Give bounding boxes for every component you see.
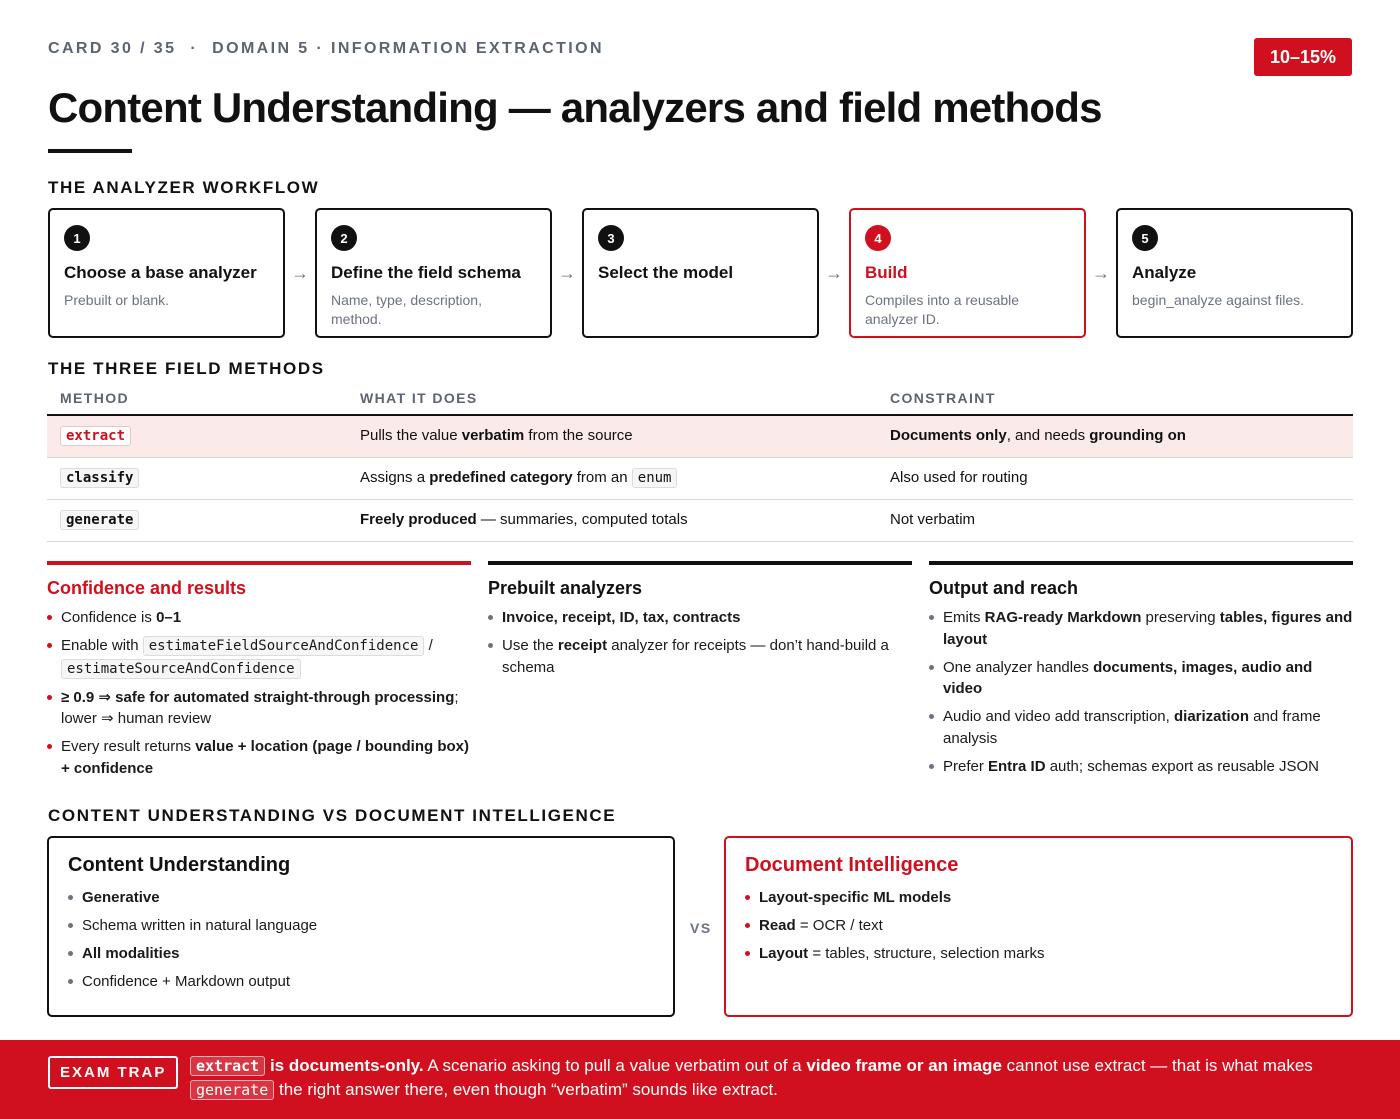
list-item: Confidence + Markdown output (68, 971, 654, 993)
field-methods-heading: THE THREE FIELD METHODS (48, 359, 325, 378)
list-item (68, 887, 654, 909)
box-title: Document Intelligence (745, 854, 959, 876)
exam-trap-label: EXAM TRAP (48, 1056, 178, 1089)
list-item (488, 635, 912, 678)
table-row-extract (47, 416, 1353, 458)
code-chip: generate (190, 1080, 274, 1100)
text: Audio and video add transcription, (943, 708, 1174, 725)
workflow-step-2 (315, 208, 552, 338)
emphasis: Layout-specific ML models (759, 889, 952, 906)
does-cell (360, 427, 633, 444)
card-breadcrumb (48, 40, 604, 58)
emphasis: Entra ID (988, 757, 1046, 775)
step-number: 5 (1132, 225, 1158, 251)
emphasis: receipt (557, 637, 608, 654)
enum-code: enum (632, 468, 678, 488)
table-header (47, 388, 1353, 416)
text: preserving (1141, 609, 1220, 626)
bullet-list (929, 607, 1353, 777)
list-item (47, 736, 471, 779)
arrow-icon: → (558, 263, 576, 283)
panel-title: Prebuilt analyzers (488, 578, 643, 598)
panel-rule (929, 561, 1353, 565)
list-item (929, 657, 1353, 700)
table-row-generate (47, 500, 1353, 542)
method-code: generate (60, 510, 139, 530)
text: cannot use extract — that is what makes (1001, 1056, 1313, 1075)
list-item (745, 943, 1332, 965)
bullet-list (745, 887, 1332, 965)
text: Emits (943, 609, 985, 626)
code-chip: estimateSourceAndConfidence (61, 659, 301, 679)
text: / (424, 637, 433, 654)
column-header-what-it-does: WHAT IT DOES (360, 390, 478, 406)
step-number: 1 (64, 225, 90, 251)
constraint-cell: Also used for routing (890, 469, 1028, 486)
column-header-constraint: CONSTRAINT (890, 390, 996, 406)
card-counter: CARD 30 / 35 (48, 40, 177, 57)
comparison-heading: CONTENT UNDERSTANDING VS DOCUMENT INTELLIGENCE (48, 806, 617, 825)
emphasis: RAG-ready Markdown (984, 609, 1142, 626)
text: Use the (502, 637, 558, 654)
weight-badge: 10–15% (1254, 38, 1352, 76)
page-title: Content Understanding — analyzers and field methods (48, 84, 1102, 131)
confidence-panel (47, 561, 471, 786)
emphasis: 0–1 (156, 609, 182, 626)
step-title: Define the field schema (331, 263, 521, 282)
method-cell (60, 469, 139, 486)
constraint-cell: Not verbatim (890, 511, 976, 528)
arrow-icon: → (1092, 263, 1110, 283)
text: ; lower ⇒ human review (61, 688, 459, 727)
breadcrumb-separator: · (190, 40, 199, 57)
list-item (929, 607, 1353, 650)
list-item (929, 756, 1353, 778)
code-chip: estimateFieldSourceAndConfidence (143, 636, 425, 656)
method-cell (60, 427, 131, 444)
list-item (68, 943, 654, 965)
emphasis: Read (759, 917, 796, 934)
emphasis: value + location (page / bounding box) + confidence (61, 738, 469, 777)
list-item: Schema written in natural language (68, 915, 654, 937)
vs-label: VS (690, 920, 712, 936)
text: = OCR / text (795, 917, 883, 934)
list-item (47, 607, 471, 629)
bullet-list (47, 607, 471, 779)
text: the right answer there, even though “verbatim” sounds like extract. (274, 1080, 778, 1099)
panel-title: Output and reach (929, 578, 1079, 598)
step-title: Analyze (1132, 263, 1197, 282)
emphasis: ≥ 0.9 ⇒ safe for automated straight-through processing (61, 688, 455, 706)
step-description: begin_analyze against files. (1132, 292, 1305, 308)
method-cell (60, 511, 139, 528)
emphasis: Invoice, receipt, ID, tax, contracts (502, 609, 741, 626)
list-item (488, 607, 912, 629)
step-title: Choose a base analyzer (64, 263, 257, 282)
step-number: 2 (331, 225, 357, 251)
bullet-list (488, 607, 912, 678)
text: from the source (524, 427, 633, 444)
does-cell (360, 511, 688, 528)
text: A scenario asking to pull a value verbatim out of a (423, 1056, 807, 1075)
emphasis: Documents only (890, 427, 1007, 444)
text: analyzer for receipts — don’t hand-build a schema (502, 637, 889, 676)
text: One analyzer handles (943, 658, 1094, 676)
text: Every result returns (61, 738, 196, 755)
step-description: Name, type, description, method. (331, 292, 482, 327)
list-item (47, 635, 471, 680)
list-item (745, 915, 1332, 937)
exam-trap-banner (0, 1040, 1400, 1119)
text: and frame analysis (943, 708, 1321, 747)
emphasis: grounding on (1089, 427, 1186, 444)
code-chip: extract (190, 1056, 265, 1076)
panel-rule (47, 561, 471, 565)
workflow-step-1 (48, 208, 285, 338)
text: Pulls the value (360, 427, 462, 444)
step-description: Prebuilt or blank. (64, 292, 170, 308)
step-title: Select the model (598, 263, 734, 282)
arrow-icon: → (825, 263, 843, 283)
list-item (745, 887, 1332, 909)
emphasis: verbatim (461, 427, 525, 444)
emphasis: Layout (759, 945, 809, 962)
emphasis: tables, figures and layout (943, 609, 1353, 648)
emphasis: All modalities (82, 945, 180, 962)
content-understanding-box (47, 836, 675, 1017)
text: Assigns a (360, 469, 430, 486)
box-title: Content Understanding (68, 854, 291, 876)
step-title: Build (865, 263, 908, 282)
field-methods-table (47, 388, 1353, 542)
arrow-icon: → (291, 263, 309, 283)
list-item (929, 706, 1353, 749)
does-cell (360, 469, 677, 486)
list-item (47, 687, 471, 730)
column-header-method: METHOD (60, 390, 130, 406)
text: auth; schemas export as reusable JSON (1045, 757, 1319, 775)
bullet-list (68, 887, 654, 993)
emphasis: documents, images, audio and video (943, 658, 1313, 697)
panel-rule (488, 561, 912, 565)
workflow-step-5 (1116, 208, 1353, 338)
emphasis: is documents-only. (265, 1056, 424, 1075)
workflow-steps (48, 208, 1353, 338)
emphasis: diarization (1173, 708, 1249, 725)
text: Prefer (943, 757, 989, 775)
step-number: 3 (598, 225, 624, 251)
document-intelligence-box (724, 836, 1353, 1017)
text: = tables, structure, selection marks (808, 945, 1045, 962)
constraint-cell (890, 427, 1186, 444)
method-code: extract (60, 426, 131, 446)
emphasis: Generative (82, 889, 160, 906)
domain-label: DOMAIN 5 · INFORMATION EXTRACTION (212, 40, 604, 57)
exam-trap-text (190, 1054, 1340, 1102)
emphasis: predefined category (429, 469, 573, 486)
workflow-step-4 (849, 208, 1086, 338)
step-number: 4 (865, 225, 891, 251)
step-description: Compiles into a reusable analyzer ID. (865, 292, 1020, 327)
panel-title: Confidence and results (47, 578, 247, 598)
text: — summaries, computed totals (476, 511, 688, 528)
output-panel (929, 561, 1353, 784)
workflow-step-3 (582, 208, 819, 338)
table-row-classify (47, 458, 1353, 500)
text: Confidence is (61, 609, 157, 626)
emphasis: Freely produced (360, 511, 477, 528)
workflow-heading: THE ANALYZER WORKFLOW (48, 178, 320, 197)
emphasis: video frame or an image (806, 1056, 1002, 1075)
method-code: classify (60, 468, 139, 488)
title-underline (48, 149, 132, 153)
text: from an (572, 469, 632, 486)
text: Enable with (61, 637, 143, 654)
text: , and needs (1006, 427, 1090, 444)
prebuilt-panel (488, 561, 912, 685)
